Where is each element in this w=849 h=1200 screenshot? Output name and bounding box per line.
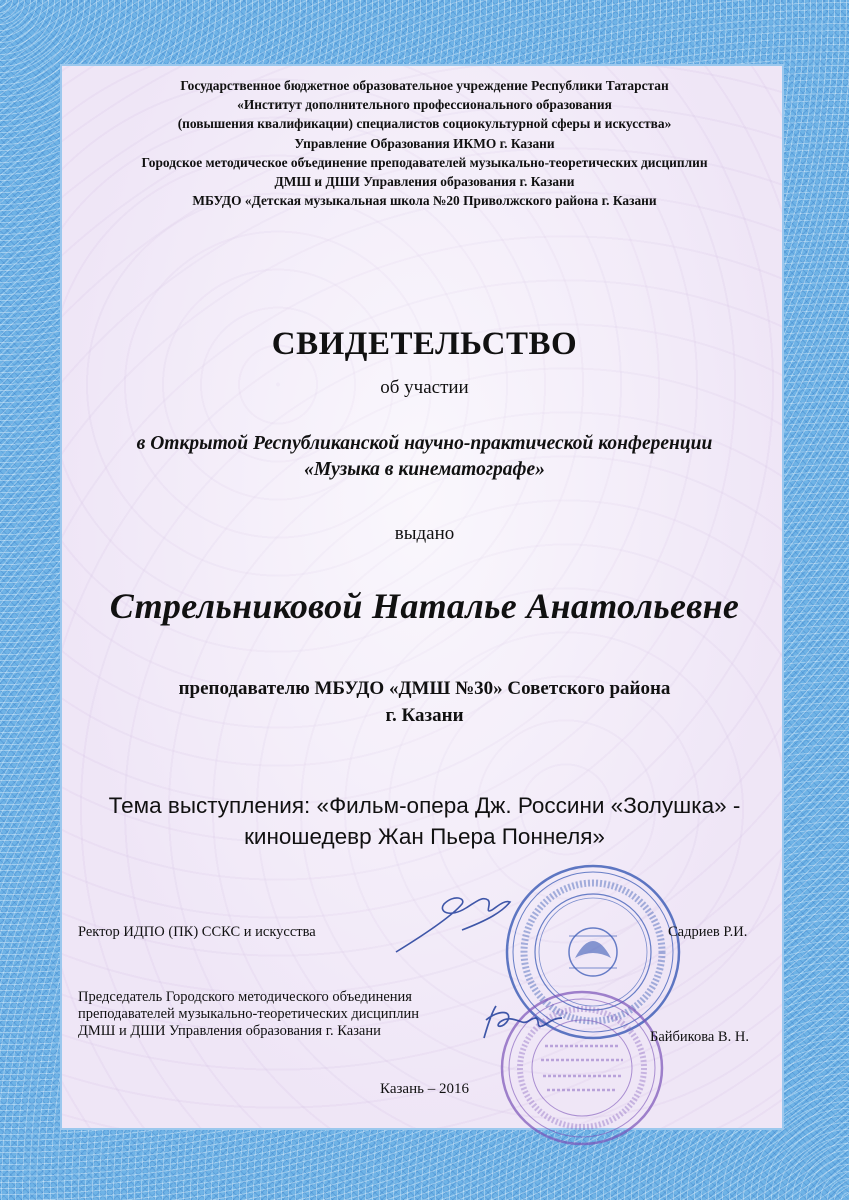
certificate-subtitle: об участии: [380, 377, 469, 398]
issued-label: выдано: [394, 523, 455, 544]
position-line: преподавателю МБУДО «ДМШ №30» Советского района: [178, 678, 671, 699]
theme-line: киношедевр Жан Пьера Поннеля»: [244, 824, 605, 849]
rector-title: Ректор ИДПО (ПК) ССКС и искусства: [78, 924, 316, 940]
header-line: «Институт дополнительного профессионального образования: [237, 97, 612, 113]
header-line: Управление Образования ИКМО г. Казани: [294, 135, 555, 151]
rector-name: Садриев Р.И.: [668, 924, 748, 940]
header-line: ДМШ и ДШИ Управления образования г. Казани: [274, 174, 575, 190]
header-line: (повышения квалификации) специалистов социокультурной сферы и искусства»: [177, 116, 672, 132]
chair-title-line: Председатель Городского методического объединения: [78, 989, 412, 1005]
conference-line: «Музыка в кинематографе»: [304, 459, 545, 480]
chair-title-line: ДМШ и ДШИ Управления образования г. Казани: [78, 1023, 381, 1039]
presentation-theme: [0, 790, 849, 852]
chair-title: [78, 989, 419, 1040]
city-year: Казань – 2016: [380, 1081, 469, 1097]
theme-line: Тема выступления: «Фильм-опера Дж. Россини «Золушка» -: [108, 793, 741, 818]
chair-title-line: преподавателей музыкально-теоретических дисциплин: [78, 1006, 419, 1022]
conference-name: [0, 431, 849, 483]
header-line: Государственное бюджетное образовательное учреждение Республики Татарстан: [180, 78, 669, 93]
header-line: МБУДО «Детская музыкальная школа №20 Приволжского района г. Казани: [192, 193, 657, 209]
chair-name: Байбикова В. Н.: [650, 1029, 749, 1045]
recipient-name: Стрельниковой Наталье Анатольевне: [109, 586, 740, 626]
header-line: Городское методическое объединение преподавателей музыкально-теоретических дисциплин: [141, 154, 708, 170]
issuer-header: [0, 76, 849, 210]
certificate-title: СВИДЕТЕЛЬСТВО: [271, 326, 578, 362]
recipient-position: [0, 675, 849, 729]
chair-signature: [478, 1000, 568, 1050]
position-line: г. Казани: [385, 705, 464, 726]
rector-signature: [392, 886, 522, 961]
conference-line: в Открытой Республиканской научно-практической конференции: [136, 433, 713, 454]
